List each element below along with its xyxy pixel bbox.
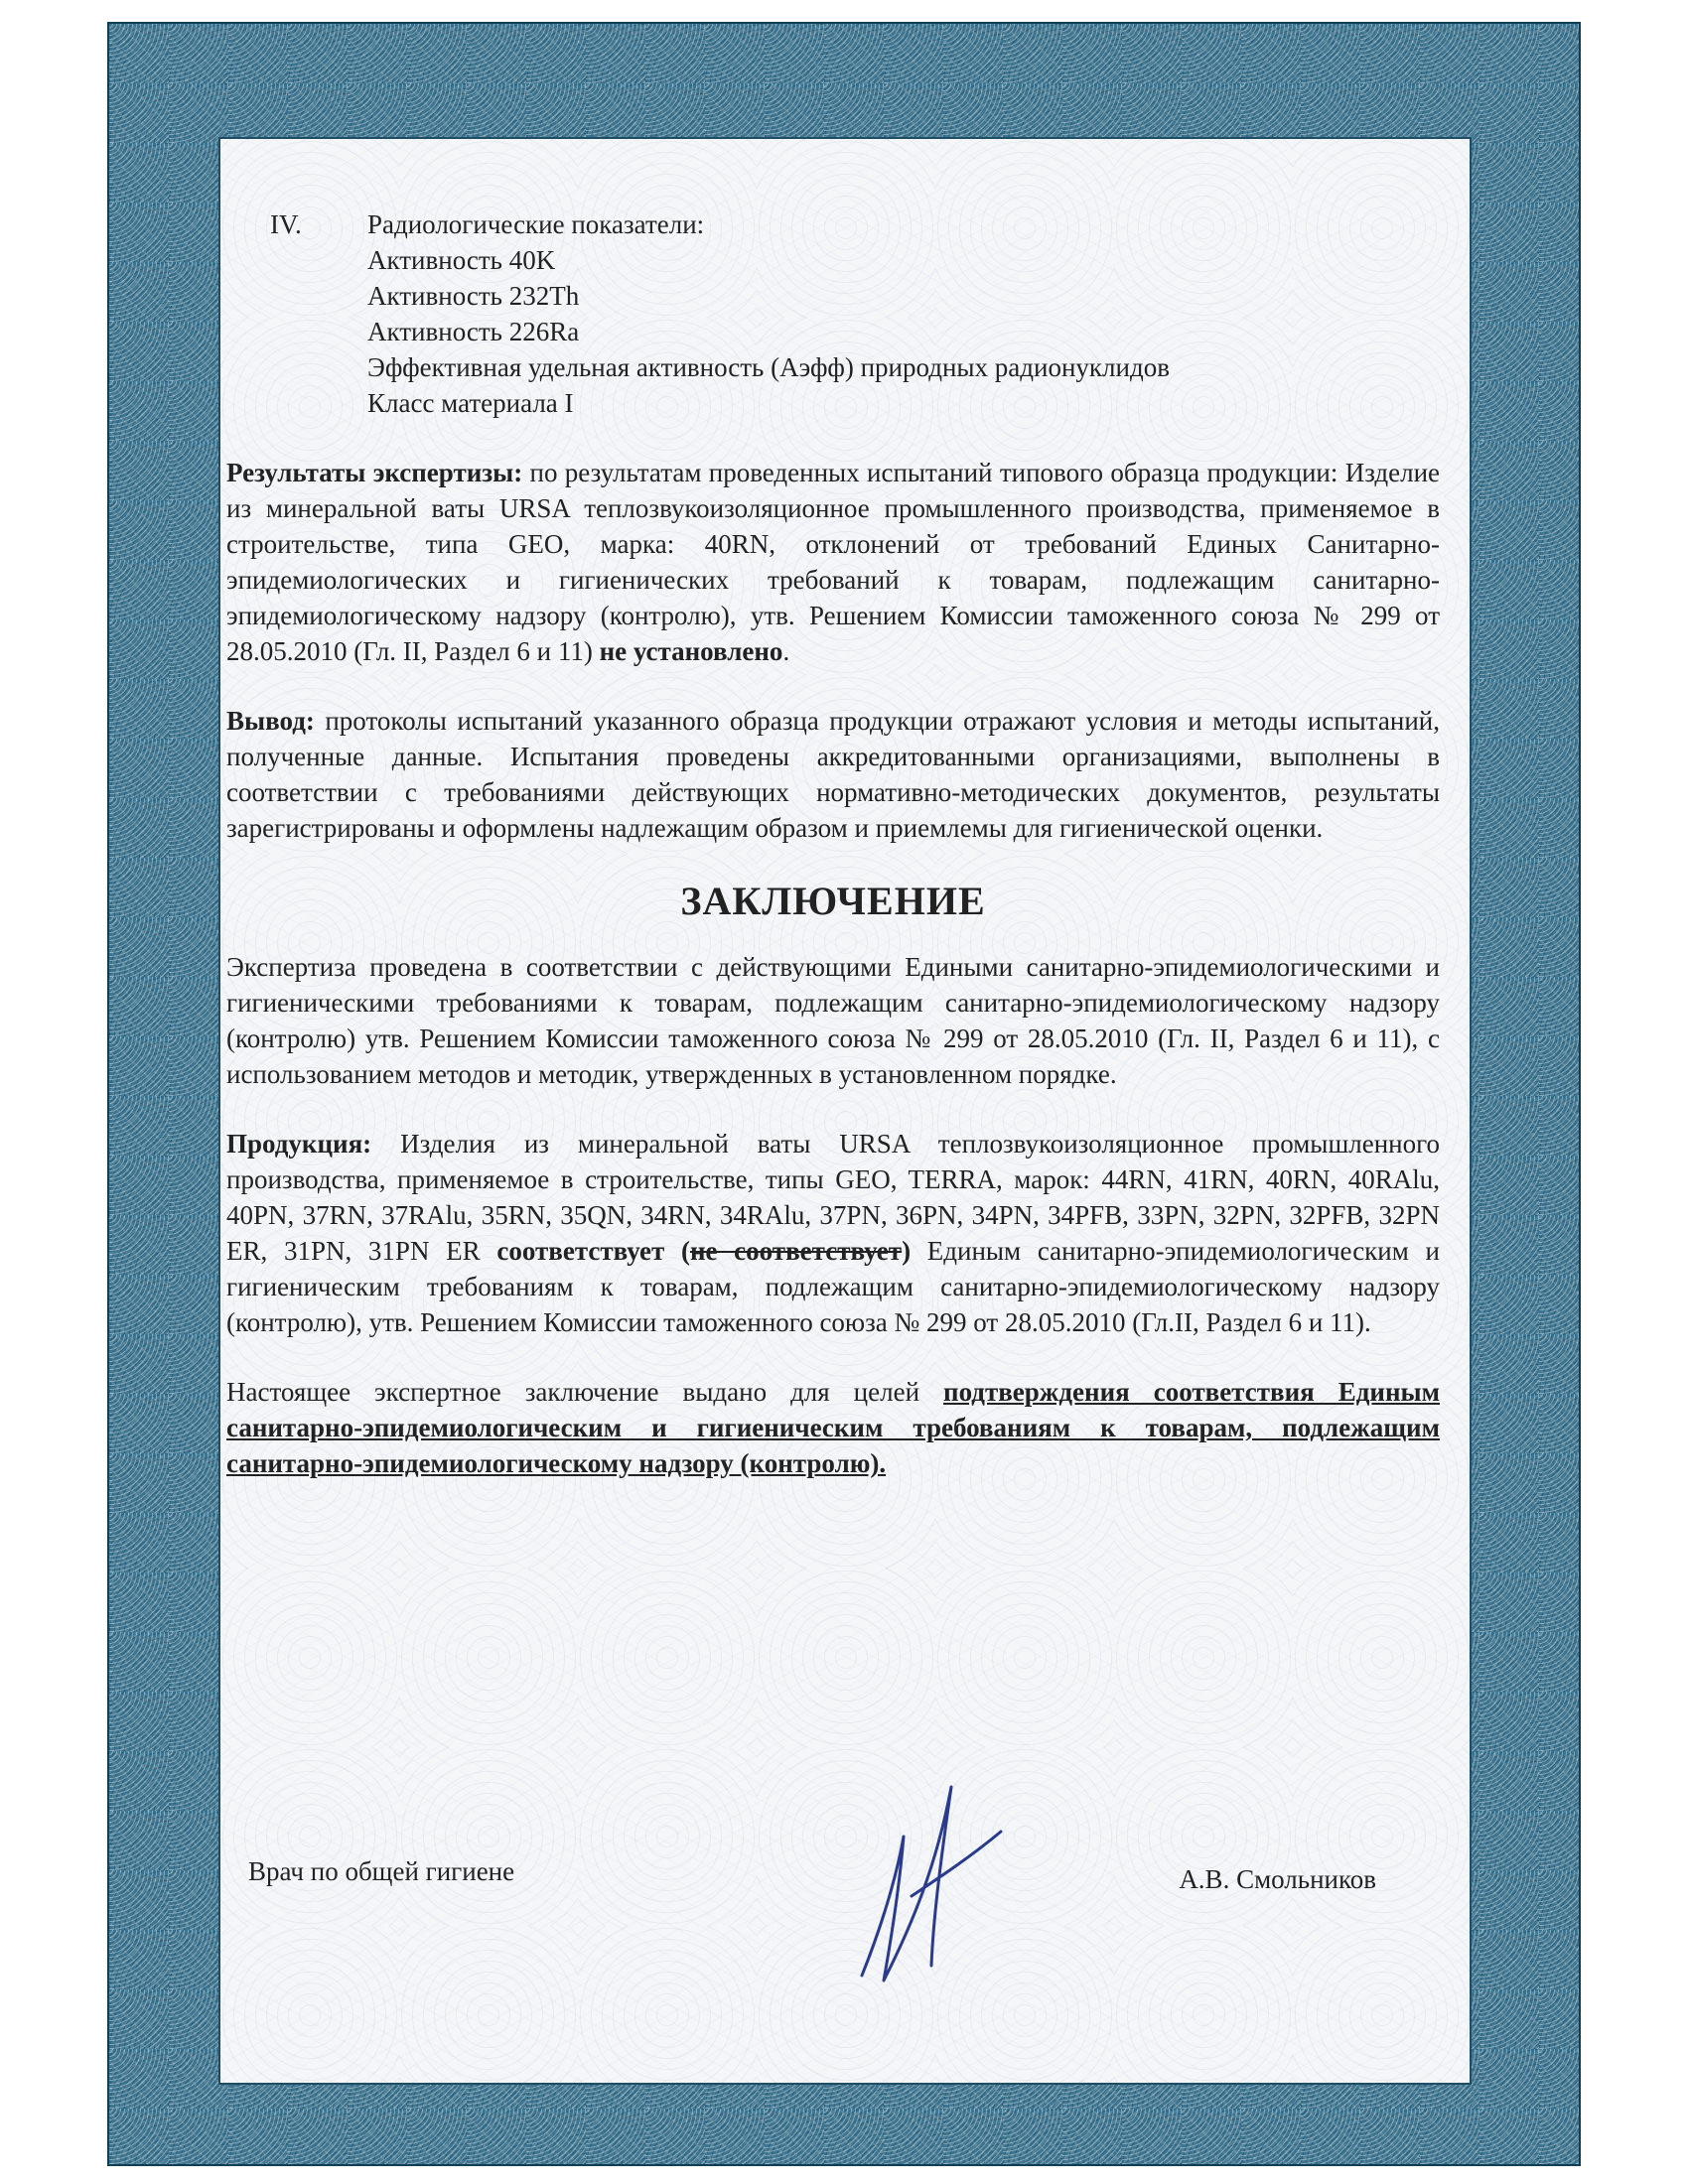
close-paren: ) <box>902 1236 912 1266</box>
iv-line: Активность 226Ra <box>367 317 580 346</box>
purpose-text: Настоящее экспертное заключение выдано для целей <box>226 1377 944 1407</box>
section-iv <box>226 206 1440 421</box>
iv-line: Радиологические показатели: <box>367 209 705 239</box>
signer-name: А.В. Смольников <box>1179 1864 1376 1894</box>
products-tail: Единым санитарно-эпидемиологическим и гигиеническим требованиям к товарам, подлежащим санитарно-эпидемиологическому надзору (контролю), утв. Решением Комиссии таможенного союза № 299 от 28.05.2010 (Гл.II, Раздел 6 и 11). <box>226 1236 1440 1337</box>
complies-text: соответствует <box>496 1236 665 1266</box>
conclusion-heading: ЗАКЛЮЧЕНИЕ <box>680 879 986 923</box>
signer-position: Врач по общей гигиене <box>248 1856 515 1886</box>
results-end: . <box>782 636 790 666</box>
document-body <box>226 206 1440 1481</box>
signature-block <box>226 1856 1440 1976</box>
expertise-paragraph: Экспертиза проведена в соответствии с действующими Едиными санитарно-эпидемиологическими и гигиеническими требованиями к товарам, подлежащим санитарно-эпидемиологическому надзору (контролю) утв. Решением Комиссии таможенного союза № 299 от 28.05.2010 (Гл. II, Раздел 6 и 11), с использованием методов и методик, утвержденных в установленном порядке. <box>226 952 1440 1089</box>
results-paragraph <box>226 455 1440 669</box>
results-verdict: не установлено <box>599 636 783 666</box>
iv-line: Активность 232Th <box>367 281 580 311</box>
open-paren: ( <box>664 1236 690 1266</box>
products-paragraph <box>226 1126 1440 1340</box>
purpose-paragraph <box>226 1374 1440 1481</box>
products-label: Продукция: <box>226 1129 372 1159</box>
products-text: Изделия из минеральной ваты URSA теплозвукоизоляционное промышленного производства, применяемое в строительстве, типы GEO, TERRA, марок: 44RN, 41RN, 40RN, 40RAlu, 40PN, 37RN, 37RAlu, 35RN, 35QN, 34RN, 34RAlu, 37PN, 36PN, 34PN, 34PFB, 33PN, 32PN, 32PFB, 32PN ER, 31PN, 31PN ER <box>226 1129 1440 1266</box>
handwritten-signature <box>842 1777 1021 1995</box>
iv-line: Класс материала I <box>367 388 574 418</box>
iv-line: Эффективная удельная активность (Аэфф) природных радионуклидов <box>367 352 1170 382</box>
purpose-underlined: подтверждения соответствия Единым санитарно-эпидемиологическим и гигиеническим требованиям к товарам, подлежащим санитарно-эпидемиологическому надзору (контролю). <box>226 1377 1441 1478</box>
findings-text: протоколы испытаний указанного образца продукции отражают условия и методы испытаний, полученные данные. Испытания проведены аккредитованными организациями, выполнены в соответствии с требованиями действующих нормативно-методических документов, результаты зарегистрированы и оформлены надлежащим образом и приемлемы для гигиенической оценки. <box>226 706 1440 843</box>
findings-paragraph <box>226 703 1440 846</box>
results-label: Результаты экспертизы: <box>226 458 523 487</box>
findings-label: Вывод: <box>226 706 315 736</box>
iv-line: Активность 40K <box>367 245 556 275</box>
results-text: по результатам проведенных испытаний типового образца продукции: Изделие из минеральной ваты URSA теплозвукоизоляционное промышленного производства, применяемое в строительстве, типа GEO, марка: 40RN, отклонений от требований Единых Санитарно-эпидемиологических и гигиенических требований к товарам, подлежащим санитарно-эпидемиологическому надзору (контролю), утв. Решением Комиссии таможенного союза № 299 от 28.05.2010 (Гл. II, Раздел 6 и 11) <box>226 458 1441 666</box>
not-complies-struck: не соответствует <box>689 1236 903 1266</box>
section-iv-numeral: IV. <box>270 209 302 239</box>
radiology-indicators-list <box>367 206 1170 421</box>
